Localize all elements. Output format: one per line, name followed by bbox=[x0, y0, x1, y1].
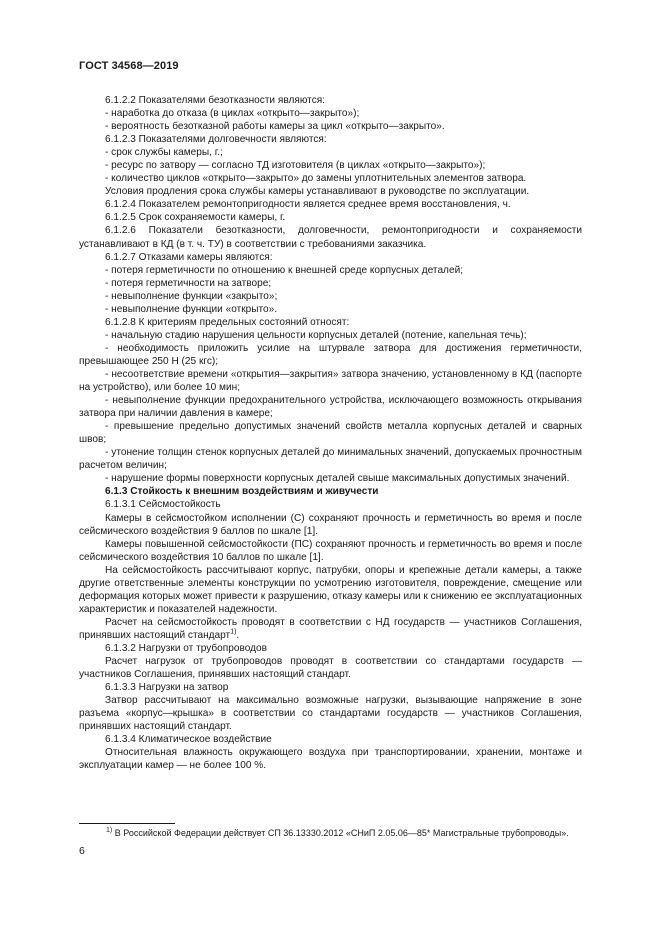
paragraph-text: - нарушение формы поверхности корпусных деталей свыше максимальных допустимых значений. bbox=[105, 473, 570, 485]
footnote-ref: 1) bbox=[230, 628, 237, 636]
paragraph bbox=[79, 472, 582, 485]
paragraph-text: 6.1.2.6 Показатели безотказности, долговечности, ремонтопригодности и сохраняемости устанавливают в КД (в т. ч. ТУ) в соответствии с требованиями заказчика. bbox=[79, 225, 582, 250]
paragraph-text: - вероятность безотказной работы камеры за цикл «открыто—закрыто». bbox=[105, 121, 445, 133]
paragraph bbox=[79, 185, 582, 198]
paragraph bbox=[79, 642, 582, 655]
paragraph-text: Расчет на сейсмостойкость проводят в соответствии с НД государств — участников Соглашения, принявших настоящий стандарт bbox=[79, 616, 582, 641]
paragraph bbox=[79, 512, 582, 538]
paragraph-text: Расчет нагрузок от трубопроводов проводят в соответствии со стандартами государств — участников Соглашения, принявших настоящий стандарт. bbox=[79, 656, 582, 681]
paragraph bbox=[79, 694, 582, 733]
paragraph bbox=[79, 616, 582, 642]
footnote-divider bbox=[79, 823, 175, 824]
paragraph bbox=[79, 316, 582, 329]
paragraph bbox=[79, 264, 582, 277]
paragraph bbox=[79, 681, 582, 694]
footnote-mark: 1) bbox=[106, 827, 113, 834]
paragraph-text: - потеря герметичности по отношению к внешней среде корпусных деталей; bbox=[105, 264, 464, 276]
paragraph-text: 6.1.2.7 Отказами камеры являются: bbox=[105, 251, 273, 263]
paragraph-text: - невыполнение функции предохранительного устройства, исключающего возможность открывания затвора при наличии давления в камере; bbox=[79, 395, 582, 420]
paragraph-text: Затвор рассчитывают на максимально возможные нагрузки, вызывающие напряжение в зоне разъема «корпус—крышка» в соответствии со стандартами государств — участников Соглашения, принявших настоящий стандарт. bbox=[79, 695, 582, 733]
paragraph bbox=[79, 120, 582, 133]
paragraph-text: На сейсмостойкость рассчитывают корпус, патрубки, опоры и крепежные детали камеры, а также другие ответственные элементы конструкции по усмотрению изготовителя, повреждение, смещение или деформация которых может привести к разрушению, отказу камеры или к снижению ее эксплуатационных характеристик и показателей надежности. bbox=[79, 564, 582, 615]
paragraph-text: 6.1.3.3 Нагрузки на затвор bbox=[105, 682, 229, 694]
paragraph bbox=[79, 733, 582, 746]
document-body bbox=[79, 94, 582, 772]
paragraph bbox=[79, 172, 582, 185]
paragraph-text: Относительная влажность окружающего воздуха при транспортировании, хранении, монтаже и эксплуатации камер — не более 100 %. bbox=[79, 747, 582, 772]
paragraph-text: 6.1.3.4 Климатическое воздействие bbox=[105, 734, 272, 746]
paragraph-text: - невыполнение функции «открыто». bbox=[105, 303, 278, 315]
paragraph bbox=[79, 420, 582, 446]
footnote-text: В Российской Федерации действует СП 36.13330.2012 «СНиП 2.05.06—85* Магистральные трубопроводы». bbox=[112, 828, 569, 838]
paragraph bbox=[79, 94, 582, 107]
paragraph-text: - наработка до отказа (в циклах «открыто—закрыто»); bbox=[105, 108, 360, 120]
paragraph bbox=[79, 133, 582, 146]
paragraph-text: - превышение предельно допустимых значений свойств металла корпусных деталей и сварных швов; bbox=[79, 421, 582, 446]
paragraph-text-tail: . bbox=[236, 629, 240, 641]
document-header: ГОСТ 34568—2019 bbox=[79, 60, 179, 72]
paragraph-text: Камеры в сейсмостойком исполнении (С) сохраняют прочность и герметичность во время и после сейсмического воздействия 9 баллов по шкале [1]. bbox=[79, 512, 582, 537]
paragraph-text: 6.1.3.1 Сейсмостойкость bbox=[105, 499, 221, 511]
paragraph bbox=[79, 277, 582, 290]
paragraph bbox=[79, 564, 582, 616]
paragraph bbox=[79, 368, 582, 394]
paragraph-text: - необходимость приложить усилие на штурвале затвора для достижения герметичности, превышающее 250 Н (25 кгс); bbox=[79, 342, 582, 367]
paragraph-text: 6.1.2.8 К критериям предельных состояний относят: bbox=[105, 316, 350, 328]
paragraph-text: - потеря герметичности на затворе; bbox=[105, 277, 272, 289]
paragraph-text: - ресурс по затвору — согласно ТД изготовителя (в циклах «открыто—закрыто»); bbox=[105, 160, 486, 172]
paragraph bbox=[79, 329, 582, 342]
paragraph-text: 6.1.2.4 Показателем ремонтопригодности является среднее время восстановления, ч. bbox=[105, 199, 511, 211]
paragraph-text: 6.1.2.5 Срок сохраняемости камеры, г. bbox=[105, 212, 286, 224]
paragraph-text: - утонение толщин стенок корпусных деталей до минимальных значений, допускаемых прочностным расчетом величин; bbox=[79, 447, 582, 472]
paragraph-text: - несоответствие времени «открытия—закрытия» затвора значению, установленному в КД (паспорте на устройство), или более 10 мин; bbox=[79, 368, 582, 394]
paragraph bbox=[79, 303, 582, 316]
paragraph bbox=[79, 498, 582, 511]
paragraph-text: 6.1.2.3 Показателями долговечности являются: bbox=[105, 134, 327, 146]
paragraph bbox=[79, 251, 582, 264]
paragraph bbox=[79, 107, 582, 120]
paragraph bbox=[79, 198, 582, 211]
paragraph bbox=[79, 655, 582, 681]
paragraph bbox=[79, 290, 582, 303]
paragraph bbox=[79, 211, 582, 224]
paragraph bbox=[79, 538, 582, 564]
paragraph bbox=[79, 159, 582, 172]
footnote bbox=[106, 828, 569, 839]
paragraph-text: - невыполнение функции «закрыто»; bbox=[105, 290, 278, 302]
paragraph-text: - количество циклов «открыто—закрыто» до замены уплотнительных элементов затвора. bbox=[105, 173, 527, 185]
paragraph bbox=[79, 485, 582, 498]
paragraph bbox=[79, 746, 582, 772]
paragraph-text: 6.1.3 Стойкость к внешним воздействиям и живучести bbox=[105, 486, 379, 498]
page-number: 6 bbox=[79, 845, 85, 857]
paragraph-text: - срок службы камеры, г.; bbox=[105, 147, 223, 159]
paragraph-text: 6.1.2.2 Показателями безотказности являются: bbox=[105, 95, 326, 106]
paragraph-text: - начальную стадию нарушения цельности корпусных деталей (потение, капельная течь); bbox=[105, 329, 527, 341]
paragraph bbox=[79, 146, 582, 159]
paragraph bbox=[79, 446, 582, 472]
paragraph bbox=[79, 394, 582, 420]
paragraph bbox=[79, 224, 582, 250]
paragraph-text: Камеры повышенной сейсмостойкости (ПС) сохраняют прочность и герметичность во время и после сейсмического воздействия 10 баллов по шкале [1]. bbox=[79, 538, 582, 563]
paragraph bbox=[79, 342, 582, 368]
paragraph-text: 6.1.3.2 Нагрузки от трубопроводов bbox=[105, 642, 267, 654]
paragraph-text: Условия продления срока службы камеры устанавливают в руководстве по эксплуатации. bbox=[105, 186, 530, 198]
